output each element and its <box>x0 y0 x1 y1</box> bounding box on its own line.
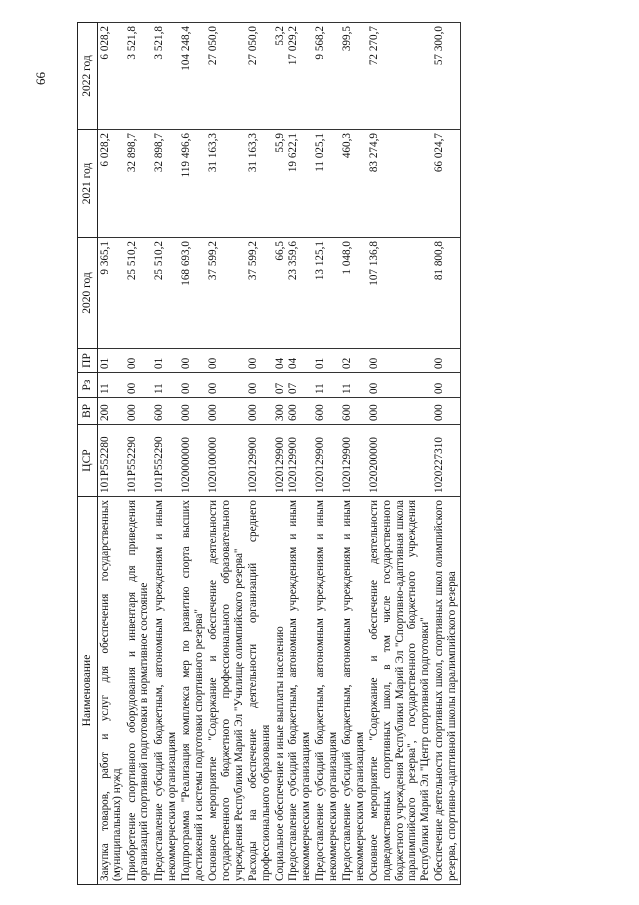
cell-2020-value: 9 365,1 <box>98 241 111 275</box>
cell-2020-value: 81 800,8 <box>433 241 446 281</box>
cell-2022 <box>273 23 313 130</box>
cell-csr-value: 101P552290 <box>152 436 165 493</box>
cell-rz-value: 11 <box>98 383 111 394</box>
cell-rz-value: 07 <box>274 382 287 394</box>
cell-2020-value: 37 599,2 <box>247 241 260 281</box>
cell-pr-value: 02 <box>341 357 354 369</box>
cell-name: Предоставление субсидий бюджетным, автономным учреждениям и иным некоммерческим организациям <box>313 497 340 885</box>
cell-csr-value: 1020227310 <box>433 437 446 493</box>
cell-pr <box>313 349 340 373</box>
cell-pr <box>152 349 179 373</box>
cell-rz <box>273 373 313 398</box>
cell-2022-value: 9 568,2 <box>314 26 327 60</box>
cell-2021 <box>313 130 340 238</box>
table-row <box>125 23 152 885</box>
cell-csr <box>340 425 367 497</box>
cell-2020 <box>367 238 432 349</box>
cell-vr <box>179 398 206 425</box>
cell-vr-value: 300 <box>274 404 287 421</box>
cell-2020-value: 107 136,8 <box>368 241 381 286</box>
cell-2022-value: 3 521,8 <box>125 26 138 60</box>
cell-2021-value: 31 163,3 <box>207 133 220 173</box>
cell-vr <box>340 398 367 425</box>
table-row <box>313 23 340 885</box>
cell-csr-value: 1020129900 <box>314 437 327 493</box>
cell-2020-value: 25 510,2 <box>125 241 138 281</box>
cell-2020-value: 25 510,2 <box>152 241 165 281</box>
cell-vr-value: 000 <box>180 404 193 421</box>
cell-name-part: Предоставление субсидий бюджетным, автономным учреждениям и иным некоммерческим организациям <box>286 500 312 881</box>
cell-csr <box>246 425 273 497</box>
cell-2022 <box>206 23 246 130</box>
cell-2021-value: 32 898,7 <box>152 133 165 173</box>
cell-vr <box>313 398 340 425</box>
cell-vr-value: 600 <box>152 404 165 421</box>
table-row <box>432 23 460 885</box>
cell-2020 <box>340 238 367 349</box>
header-csr: ЦСР <box>78 425 98 497</box>
cell-2021 <box>367 130 432 238</box>
cell-pr-value: 00 <box>433 357 446 369</box>
cell-name: Предоставление субсидий бюджетным, автономным учреждениям и иным некоммерческим организациям <box>340 497 367 885</box>
cell-vr <box>432 398 460 425</box>
cell-pr-value: 04 <box>286 357 299 369</box>
cell-2021-value: 83 274,9 <box>368 133 381 173</box>
cell-pr-value: 01 <box>98 357 111 369</box>
cell-pr <box>432 349 460 373</box>
cell-pr <box>246 349 273 373</box>
cell-2020-value: 13 125,1 <box>314 241 327 281</box>
cell-pr-value: 01 <box>314 357 327 369</box>
cell-name: Основное мероприятие "Содержание и обеспечение деятельности подведомственных спортивных школ, в том числе государственного бюджетного учреждения Республики Марий Эл "Спортивно-адаптивная школа паралимпийского резерва", государственного бюджетного учреждения Республики Марий Эл "Центр спортивной подготовки" <box>367 497 432 885</box>
cell-csr <box>273 425 313 497</box>
cell-pr <box>273 349 313 373</box>
cell-2022-value: 399,5 <box>341 26 354 52</box>
cell-2022 <box>125 23 152 130</box>
cell-pr-value: 01 <box>152 357 165 369</box>
header-pr: ПР <box>78 349 98 373</box>
cell-csr <box>152 425 179 497</box>
header-name: Наименование <box>78 497 98 885</box>
cell-pr-value: 00 <box>125 357 138 369</box>
cell-vr <box>367 398 432 425</box>
cell-csr <box>432 425 460 497</box>
cell-2020-value: 37 599,2 <box>207 241 220 281</box>
cell-pr-value: 00 <box>207 357 220 369</box>
cell-2022-value: 27 050,0 <box>247 26 260 66</box>
cell-2021-value: 460,3 <box>341 133 354 159</box>
cell-pr <box>206 349 246 373</box>
cell-rz <box>313 373 340 398</box>
cell-csr-value: 1020129900 <box>286 437 299 493</box>
cell-name <box>273 497 313 885</box>
cell-vr-value: 000 <box>247 404 260 421</box>
cell-pr <box>367 349 432 373</box>
cell-vr <box>97 398 125 425</box>
cell-2020 <box>206 238 246 349</box>
cell-2022 <box>432 23 460 130</box>
cell-2020 <box>313 238 340 349</box>
cell-2022 <box>179 23 206 130</box>
cell-name: Обеспечение деятельности спортивных школ, спортивных школ олимпийского резерва, спортивно-адаптивной школы паралимпийского резерва <box>432 497 460 885</box>
cell-name: Приобретение спортивного оборудования и инвентаря для приведения организаций спортивной подготовки в нормативное состояние <box>125 497 152 885</box>
cell-pr-value: 00 <box>368 357 381 369</box>
cell-name: Расходы на обеспечение деятельности организаций среднего профессионального образования <box>246 497 273 885</box>
cell-2021-value: 55,9 <box>274 133 287 153</box>
cell-pr <box>179 349 206 373</box>
cell-csr <box>313 425 340 497</box>
cell-2020 <box>152 238 179 349</box>
cell-2022 <box>367 23 432 130</box>
cell-rz-value: 00 <box>207 382 220 394</box>
cell-rz <box>206 373 246 398</box>
cell-rz-value: 11 <box>314 383 327 394</box>
cell-vr <box>246 398 273 425</box>
cell-2020-value: 66,5 <box>274 241 287 261</box>
cell-csr-value: 101P552280 <box>98 436 111 493</box>
cell-2021 <box>432 130 460 238</box>
cell-2022-value: 6 028,2 <box>98 26 111 60</box>
cell-pr <box>125 349 152 373</box>
cell-name-part: Социальное обеспечение и иные выплаты населению <box>274 626 287 881</box>
page-number: 66 <box>33 72 48 85</box>
cell-2020 <box>97 238 125 349</box>
cell-name: Закупка товаров, работ и услуг для обеспечения государственных (муниципальных) нужд <box>97 497 125 885</box>
cell-rz <box>367 373 432 398</box>
cell-vr-value: 600 <box>286 404 299 421</box>
cell-csr-value: 1020100000 <box>207 437 220 493</box>
cell-2022 <box>340 23 367 130</box>
header-vr: ВР <box>78 398 98 425</box>
table-row <box>367 23 432 885</box>
cell-2022-value: 57 300,0 <box>433 26 446 66</box>
budget-table <box>77 22 461 885</box>
cell-rz <box>432 373 460 398</box>
cell-2022-value: 104 248,4 <box>180 26 193 71</box>
cell-csr <box>367 425 432 497</box>
header-2020: 2020 год <box>78 238 98 349</box>
cell-name: Предоставление субсидий бюджетным, автономным учреждениям и иным некоммерческим организациям <box>152 497 179 885</box>
cell-2021 <box>246 130 273 238</box>
cell-2022-value: 3 521,8 <box>152 26 165 60</box>
table-row <box>206 23 246 885</box>
cell-2022-value: 72 270,7 <box>368 26 381 66</box>
cell-rz <box>340 373 367 398</box>
cell-name: Подпрограмма "Реализация комплекса мер по развитию спорта высших достижений и системы подготовки спортивного резерва" <box>179 497 206 885</box>
cell-pr <box>340 349 367 373</box>
cell-2020 <box>125 238 152 349</box>
cell-csr-value: 1020129900 <box>247 437 260 493</box>
table-row <box>97 23 125 885</box>
cell-csr-value: 1020129900 <box>274 437 287 493</box>
cell-2021-value: 32 898,7 <box>125 133 138 173</box>
cell-pr-value: 04 <box>274 357 287 369</box>
header-rz: Рз <box>78 373 98 398</box>
cell-vr <box>152 398 179 425</box>
cell-rz <box>246 373 273 398</box>
cell-rz-value: 00 <box>125 382 138 394</box>
cell-2021-value: 6 028,2 <box>98 133 111 167</box>
cell-vr <box>125 398 152 425</box>
cell-csr-value: 1020129900 <box>341 437 354 493</box>
cell-2021-value: 31 163,3 <box>247 133 260 173</box>
cell-rz <box>179 373 206 398</box>
table-row <box>179 23 206 885</box>
cell-rz-value: 11 <box>152 383 165 394</box>
cell-2021-value: 19 622,1 <box>286 133 299 173</box>
cell-pr <box>97 349 125 373</box>
cell-vr-value: 000 <box>368 404 381 421</box>
cell-2021-value: 119 496,6 <box>180 133 193 178</box>
cell-vr-value: 000 <box>125 404 138 421</box>
cell-2022 <box>152 23 179 130</box>
table-row <box>340 23 367 885</box>
cell-rz-value: 00 <box>247 382 260 394</box>
cell-2022 <box>97 23 125 130</box>
cell-2020 <box>432 238 460 349</box>
cell-2022-value: 27 050,0 <box>207 26 220 66</box>
header-2022: 2022 год <box>78 23 98 130</box>
cell-vr <box>206 398 246 425</box>
cell-vr <box>273 398 313 425</box>
table-header-row <box>78 23 98 885</box>
cell-rz-value: 00 <box>180 382 193 394</box>
cell-2020-value: 23 359,6 <box>286 241 299 281</box>
cell-csr <box>125 425 152 497</box>
cell-pr-value: 00 <box>247 357 260 369</box>
cell-2022 <box>246 23 273 130</box>
cell-pr-value: 00 <box>180 357 193 369</box>
cell-csr <box>206 425 246 497</box>
cell-csr-value: 1020000000 <box>180 437 193 493</box>
cell-2021 <box>125 130 152 238</box>
cell-2020-value: 1 048,0 <box>341 241 354 275</box>
cell-2021 <box>206 130 246 238</box>
cell-2020 <box>273 238 313 349</box>
cell-vr-value: 200 <box>98 404 111 421</box>
cell-rz-value: 00 <box>433 382 446 394</box>
cell-2020 <box>246 238 273 349</box>
cell-2020-value: 168 693,0 <box>180 241 193 286</box>
cell-2021 <box>273 130 313 238</box>
cell-2021 <box>179 130 206 238</box>
table-row <box>246 23 273 885</box>
cell-2021-value: 11 025,1 <box>314 133 327 172</box>
cell-name: Основное мероприятие "Содержание и обеспечение деятельности государственного бюджетного профессионального образовательного учреждения Республики Марий Эл "Училище олимпийского резерва" <box>206 497 246 885</box>
cell-rz <box>152 373 179 398</box>
cell-vr-value: 600 <box>314 404 327 421</box>
table-body <box>97 23 460 885</box>
cell-csr-value: 101P552290 <box>125 436 138 493</box>
cell-2021 <box>97 130 125 238</box>
cell-vr-value: 000 <box>433 404 446 421</box>
cell-2021 <box>340 130 367 238</box>
cell-2021 <box>152 130 179 238</box>
cell-2021-value: 66 024,7 <box>433 133 446 173</box>
table-row <box>152 23 179 885</box>
cell-csr <box>97 425 125 497</box>
header-2021: 2021 год <box>78 130 98 238</box>
cell-rz <box>125 373 152 398</box>
cell-2022 <box>313 23 340 130</box>
cell-rz-value: 07 <box>286 382 299 394</box>
cell-rz-value: 00 <box>368 382 381 394</box>
cell-rz <box>97 373 125 398</box>
cell-rz-value: 11 <box>341 383 354 394</box>
cell-vr-value: 000 <box>207 404 220 421</box>
table-row <box>273 23 313 885</box>
cell-2020 <box>179 238 206 349</box>
cell-csr <box>179 425 206 497</box>
cell-2022-value: 17 029,2 <box>286 26 299 66</box>
cell-2022-value: 53,2 <box>274 26 287 46</box>
cell-csr-value: 1020200000 <box>368 437 381 493</box>
cell-vr-value: 600 <box>341 404 354 421</box>
